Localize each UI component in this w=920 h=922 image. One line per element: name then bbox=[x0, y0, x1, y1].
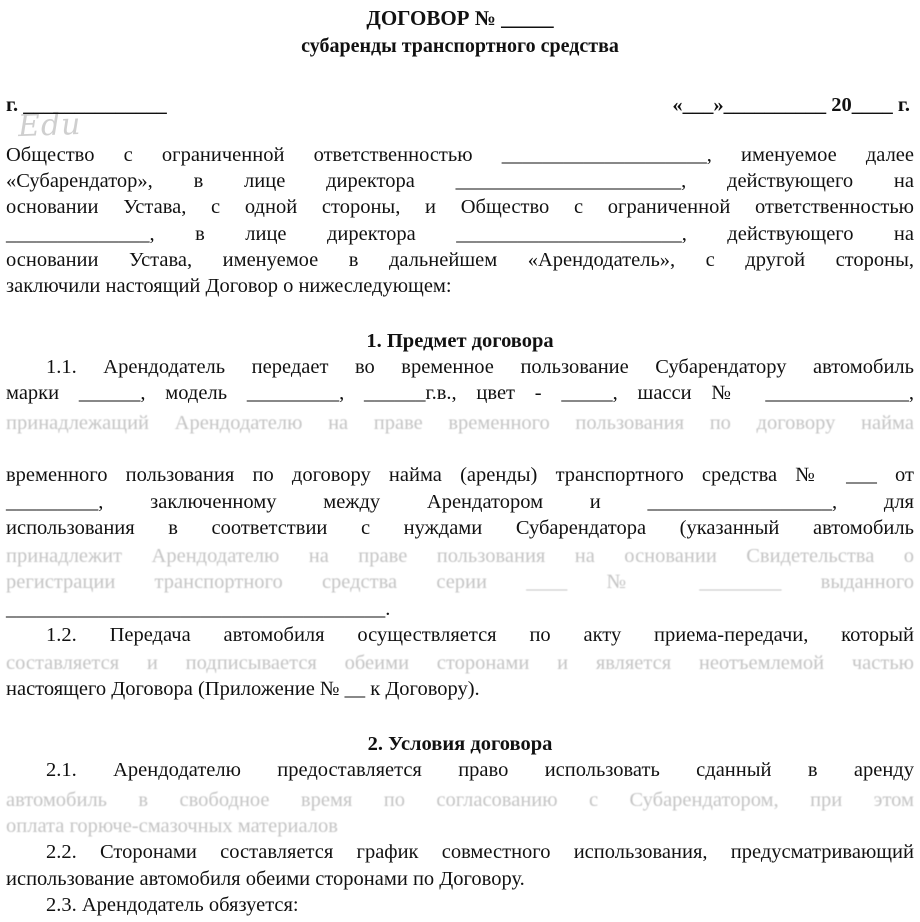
section-2-3-line-1: 2.3. Арендодатель обязуется: bbox=[46, 894, 299, 916]
preamble-line-5: основании Устава, именуемое в дальнейшем «Арендодатель», с другой стороны, bbox=[6, 249, 914, 271]
section-2-1-line-1: 2.1. Арендодателю предоставляется право использовать сданный в аренду bbox=[46, 759, 914, 781]
section-1-1-line-8-faded: регистрации транспортного средства серии ____ № ________ выданного bbox=[6, 571, 914, 593]
section-1-1-line-9: _____________________________________. bbox=[6, 598, 391, 620]
section-2-1-line-3-faded: оплата горюче-смазочных материалов bbox=[6, 815, 338, 837]
section-2-2-line-1: 2.2. Сторонами составляется график совместного использования, предусматривающий bbox=[46, 841, 914, 863]
section-2-2-line-2: использование автомобиля обеими сторонами по Договору. bbox=[6, 868, 525, 890]
document-subtitle: субаренды транспортного средства bbox=[301, 35, 619, 57]
city-line: г. ______________ bbox=[6, 94, 167, 116]
section-1-2-line-3: настоящего Договора (Приложение № __ к Договору). bbox=[6, 678, 480, 700]
document-title: ДОГОВОР № _____ bbox=[366, 6, 554, 30]
preamble-line-4: ______________, в лице директора ______________________, действующего на bbox=[6, 223, 914, 245]
watermark-logo: Edu bbox=[17, 106, 83, 145]
section-1-2-line-2-faded: составляется и подписывается обеими сторонами и является неотъемлемой частью bbox=[6, 652, 914, 674]
section-1-heading: 1. Предмет договора bbox=[366, 330, 554, 352]
preamble-line-3: основании Устава, с одной стороны, и Общество с ограниченной ответственностью bbox=[6, 196, 914, 218]
section-2-1-line-2-faded: автомобиль в свободное время по согласованию с Субарендатором, при этом bbox=[6, 789, 914, 811]
section-1-1-line-4: временного пользования по договору найма (аренды) транспортного средства № ___ от bbox=[6, 464, 914, 486]
section-1-1-line-6: использования в соответствии с нуждами Субарендатора (указанный автомобиль bbox=[6, 517, 914, 539]
preamble-line-2: «Субарендатор», в лице директора ______________________, действующего на bbox=[6, 170, 914, 192]
date-line: «___»__________ 20____ г. bbox=[672, 94, 910, 116]
section-1-1-line-2: марки ______, модель _________, ______г.в., цвет - _____, шасси № ______________, bbox=[6, 382, 914, 404]
section-1-1-line-5: _________, заключенному между Арендатором и __________________, для bbox=[6, 491, 914, 513]
preamble-line-1: Общество с ограниченной ответственностью ____________________, именуемое далее bbox=[6, 144, 914, 166]
section-1-1-line-3-faded: принадлежащий Арендодателю на праве временного пользования по договору найма bbox=[6, 412, 914, 434]
preamble-line-6: заключили настоящий Договор о нижеследующем: bbox=[6, 275, 452, 297]
section-1-1-line-7-faded: принадлежит Арендодателю на праве пользования на основании Свидетельства о bbox=[6, 545, 914, 567]
section-2-heading: 2. Условия договора bbox=[367, 733, 553, 755]
section-1-1-line-1: 1.1. Арендодатель передает во временное пользование Субарендатору автомобиль bbox=[46, 356, 914, 378]
section-1-2-line-1: 1.2. Передача автомобиля осуществляется по акту приема-передачи, который bbox=[46, 624, 914, 646]
